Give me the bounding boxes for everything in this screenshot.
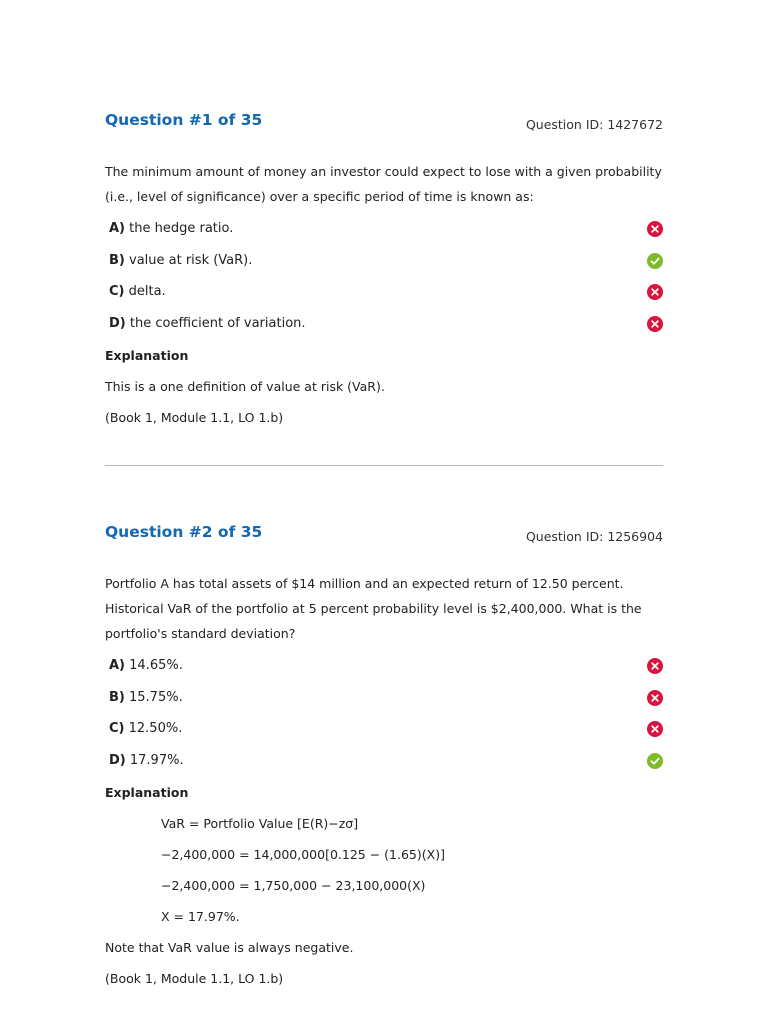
section-divider (105, 465, 663, 466)
explanation-reference: (Book 1, Module 1.1, LO 1.b) (105, 970, 284, 986)
answer-options (105, 654, 663, 781)
question-text: The minimum amount of money an investor could expect to lose with a given probability (i.e., level of significance) over a specific period of time is known as: (105, 164, 662, 204)
option-text: 12.50%. (128, 721, 183, 737)
answer-option-d (105, 749, 663, 781)
x-circle-icon (647, 316, 663, 332)
option-text: 14.65%. (129, 658, 183, 673)
x-circle-icon (647, 284, 663, 300)
question-2 (105, 523, 663, 989)
question-title: Question #2 of 35 (105, 523, 263, 541)
option-letter: B) (109, 252, 125, 268)
option-text: the coefficient of variation. (129, 316, 306, 332)
check-circle-icon (647, 753, 663, 769)
answer-option-d (105, 312, 663, 344)
option-text: the hedge ratio. (129, 221, 234, 236)
explanation-heading: Explanation (105, 347, 189, 363)
question-text: Portfolio A has total assets of $14 million and an expected return of 12.50 percent. Historical VaR of the portfolio at 5 percent probability level is $2,400,000. What is the portfolio's standard deviation? (105, 576, 642, 641)
option-letter: C) (109, 284, 125, 300)
x-circle-icon (647, 221, 663, 237)
explanation-text: This is a one definition of value at risk (VaR). (105, 378, 385, 394)
option-text: 17.97%. (129, 753, 184, 769)
explanation-formula: −2,400,000 = 1,750,000 − 23,100,000(X) (161, 877, 426, 893)
answer-option-a (105, 654, 663, 686)
x-circle-icon (647, 721, 663, 737)
option-letter: B) (109, 689, 125, 705)
option-letter: A) (109, 658, 126, 673)
check-circle-icon (647, 253, 663, 269)
explanation-formula: VaR = Portfolio Value [E(R)−zσ] (161, 815, 359, 831)
answer-option-b (105, 249, 663, 281)
explanation-heading: Explanation (105, 784, 189, 800)
answer-option-b (105, 686, 663, 718)
question-header (105, 111, 663, 135)
option-letter: C) (109, 721, 125, 737)
option-letter: A) (109, 221, 126, 236)
option-text: delta. (128, 284, 166, 300)
option-letter: D) (109, 753, 126, 769)
x-circle-icon (647, 690, 663, 706)
explanation-formula: −2,400,000 = 14,000,000[0.125 − (1.65)(X)] (161, 846, 445, 862)
x-circle-icon (647, 658, 663, 674)
question-id: Question ID: 1427672 (525, 117, 663, 132)
option-letter: D) (109, 316, 126, 332)
option-text: value at risk (VaR). (129, 252, 253, 268)
answer-option-c (105, 280, 663, 312)
explanation-text: Note that VaR value is always negative. (105, 939, 354, 955)
answer-option-c (105, 717, 663, 749)
question-title: Question #1 of 35 (105, 111, 263, 129)
question-id: Question ID: 1256904 (525, 529, 663, 544)
answer-option-a (105, 217, 663, 249)
explanation-formula: X = 17.97%. (161, 908, 240, 924)
question-header (105, 523, 663, 547)
option-text: 15.75%. (129, 689, 183, 705)
explanation-reference: (Book 1, Module 1.1, LO 1.b) (105, 409, 284, 425)
answer-options (105, 217, 663, 344)
question-1 (105, 111, 663, 428)
